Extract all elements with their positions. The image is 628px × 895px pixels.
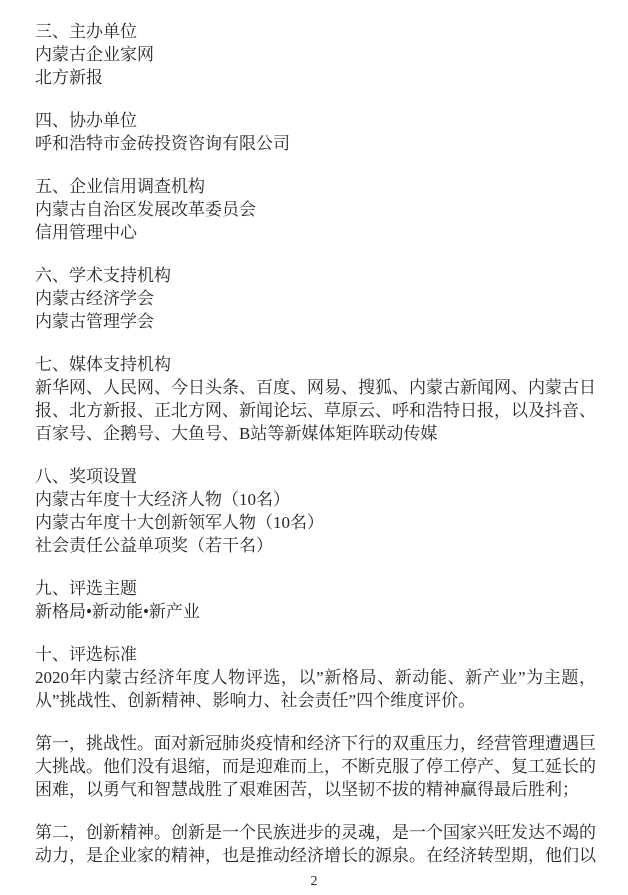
section-criteria-heading: 十、评选标准 [35,645,137,664]
section-co-organizer-line: 呼和浩特市金砖投资咨询有限公司 [35,134,290,153]
section-awards-line: 内蒙古年度十大经济人物（10名） [35,490,290,509]
section-organizer [35,20,596,89]
section-awards-line: 社会责任公益单项奖（若干名） [35,536,273,555]
section-criteria [35,643,596,712]
paragraph-criterion-challenge-body: 第一，挑战性。面对新冠肺炎疫情和经济下行的双重压力，经营管理遭遇巨大挑战。他们没有退缩，而是迎难而上，不断克服了停工停产、复工延长的困难，以勇气和智慧战胜了艰难困苦，以坚韧不拔的精神赢得最后胜利； [35,734,596,799]
section-awards [35,465,596,557]
section-credit-agency-line: 内蒙古自治区发展改革委员会 [35,200,256,219]
section-organizer-line: 内蒙古企业家网 [35,45,154,64]
section-co-organizer [35,109,596,155]
section-criteria-body: 2020年内蒙古经济年度人物评选，以”新格局、新动能、新产业”为主题，从”挑战性、创新精神、影响力、社会责任”四个维度评价。 [35,668,596,710]
section-academic-support-line: 内蒙古管理学会 [35,312,154,331]
section-theme-line: 新格局•新动能•新产业 [35,602,200,621]
paragraph-criterion-challenge [35,732,596,801]
section-academic-support-line: 内蒙古经济学会 [35,289,154,308]
section-media-support-body: 新华网、人民网、今日头条、百度、网易、搜狐、内蒙古新闻网、内蒙古日报、北方新报、正北方网、新闻论坛、草原云、呼和浩特日报，以及抖音、百家号、企鹅号、大鱼号、B站等新媒体矩阵联动传媒 [35,378,596,443]
section-academic-support [35,264,596,333]
section-credit-agency-line: 信用管理中心 [35,223,137,242]
page-number: 2 [310,874,318,889]
section-awards-heading: 八、奖项设置 [35,467,137,486]
section-awards-line: 内蒙古年度十大创新领军人物（10名） [35,513,324,532]
section-organizer-heading: 三、主办单位 [35,22,137,41]
section-theme-heading: 九、评选主题 [35,579,137,598]
paragraph-criterion-innovation-body: 第二，创新精神。创新是一个民族进步的灵魂，是一个国家兴旺发达不竭的动力，是企业家的精神，也是推动经济增长的源泉。在经济转型期，他们以 [35,823,596,865]
section-media-support [35,353,596,445]
section-organizer-line: 北方新报 [35,68,103,87]
section-academic-support-heading: 六、学术支持机构 [35,266,171,285]
section-credit-agency [35,175,596,244]
paragraph-criterion-innovation [35,821,596,867]
section-theme [35,577,596,623]
section-credit-agency-heading: 五、企业信用调查机构 [35,177,205,196]
section-co-organizer-heading: 四、协办单位 [35,111,137,130]
section-media-support-heading: 七、媒体支持机构 [35,355,171,374]
